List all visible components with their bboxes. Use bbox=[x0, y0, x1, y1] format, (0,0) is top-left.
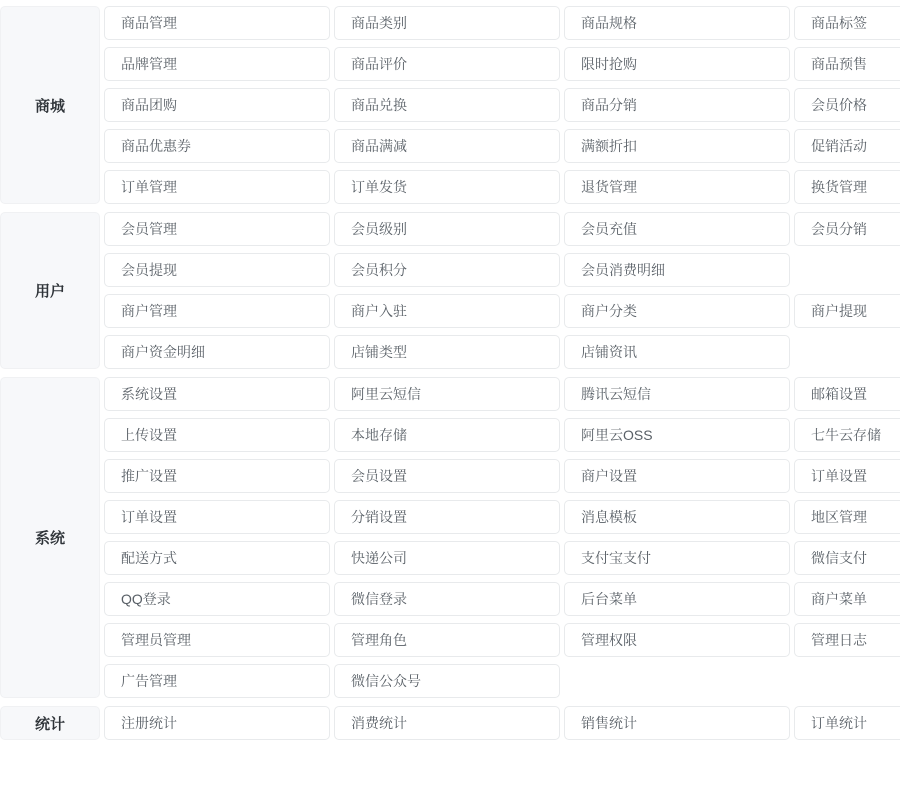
section-label-system: 系统 bbox=[0, 377, 100, 698]
menu-item-card[interactable]: 管理员管理 bbox=[104, 623, 330, 657]
menu-item-card[interactable]: 会员设置 bbox=[334, 459, 560, 493]
section-label-user: 用户 bbox=[0, 212, 100, 369]
menu-item-card[interactable]: 商品标签 bbox=[794, 6, 900, 40]
menu-item-card[interactable]: 推广设置 bbox=[104, 459, 330, 493]
menu-item-card[interactable]: 商户入驻 bbox=[334, 294, 560, 328]
menu-item-card[interactable]: 微信登录 bbox=[334, 582, 560, 616]
menu-item-card[interactable]: 快递公司 bbox=[334, 541, 560, 575]
menu-item-card[interactable]: 店铺资讯 bbox=[564, 335, 790, 369]
menu-item-card[interactable]: 品牌管理 bbox=[104, 47, 330, 81]
menu-item-card[interactable]: 促销活动 bbox=[794, 129, 900, 163]
menu-item-card[interactable]: 上传设置 bbox=[104, 418, 330, 452]
menu-item-card[interactable]: 会员级别 bbox=[334, 212, 560, 246]
menu-item-card[interactable]: 商户设置 bbox=[564, 459, 790, 493]
menu-item-card[interactable]: 配送方式 bbox=[104, 541, 330, 575]
section-rows-user bbox=[104, 212, 900, 369]
menu-item-card[interactable]: 限时抢购 bbox=[564, 47, 790, 81]
section-mall bbox=[0, 6, 900, 204]
menu-item-card[interactable]: 商户提现 bbox=[794, 294, 900, 328]
menu-item-card[interactable]: 商品类别 bbox=[334, 6, 560, 40]
menu-row bbox=[104, 459, 900, 493]
menu-row bbox=[104, 335, 900, 369]
menu-item-card[interactable]: 阿里云OSS bbox=[564, 418, 790, 452]
menu-row bbox=[104, 129, 900, 163]
menu-row bbox=[104, 47, 900, 81]
menu-item-card[interactable]: 会员消费明细 bbox=[564, 253, 790, 287]
menu-item-card[interactable]: 七牛云存储 bbox=[794, 418, 900, 452]
menu-row bbox=[104, 706, 900, 740]
menu-item-card[interactable]: 微信公众号 bbox=[334, 664, 560, 698]
menu-item-card[interactable]: 商品团购 bbox=[104, 88, 330, 122]
menu-item-card[interactable]: 会员分销 bbox=[794, 212, 900, 246]
section-rows-stats bbox=[104, 706, 900, 740]
menu-item-card[interactable]: 地区管理 bbox=[794, 500, 900, 534]
menu-item-card[interactable]: 本地存储 bbox=[334, 418, 560, 452]
menu-item-card[interactable]: 消费统计 bbox=[334, 706, 560, 740]
menu-item-card[interactable]: 订单设置 bbox=[794, 459, 900, 493]
menu-row bbox=[104, 294, 900, 328]
menu-item-card[interactable]: 会员积分 bbox=[334, 253, 560, 287]
menu-item-card[interactable]: 后台菜单 bbox=[564, 582, 790, 616]
menu-item-card[interactable]: 腾讯云短信 bbox=[564, 377, 790, 411]
menu-item-card[interactable]: 商品预售 bbox=[794, 47, 900, 81]
menu-item-card[interactable]: 退货管理 bbox=[564, 170, 790, 204]
menu-item-card[interactable]: 商品满减 bbox=[334, 129, 560, 163]
section-stats bbox=[0, 706, 900, 740]
menu-item-card[interactable]: 阿里云短信 bbox=[334, 377, 560, 411]
menu-row bbox=[104, 88, 900, 122]
menu-item-card[interactable]: 管理权限 bbox=[564, 623, 790, 657]
menu-row bbox=[104, 418, 900, 452]
section-rows-system bbox=[104, 377, 900, 698]
menu-item-card[interactable]: 商品评价 bbox=[334, 47, 560, 81]
menu-item-card[interactable]: 广告管理 bbox=[104, 664, 330, 698]
menu-item-card[interactable]: 订单统计 bbox=[794, 706, 900, 740]
menu-item-card[interactable]: 商品规格 bbox=[564, 6, 790, 40]
menu-row bbox=[104, 541, 900, 575]
section-user bbox=[0, 212, 900, 369]
menu-item-card[interactable]: 消息模板 bbox=[564, 500, 790, 534]
menu-row bbox=[104, 212, 900, 246]
menu-row bbox=[104, 500, 900, 534]
menu-item-card[interactable]: QQ登录 bbox=[104, 582, 330, 616]
menu-item-card[interactable]: 订单管理 bbox=[104, 170, 330, 204]
menu-item-card[interactable]: 会员价格 bbox=[794, 88, 900, 122]
menu-item-card[interactable]: 会员提现 bbox=[104, 253, 330, 287]
menu-item-card[interactable]: 商户分类 bbox=[564, 294, 790, 328]
menu-item-card[interactable]: 订单发货 bbox=[334, 170, 560, 204]
menu-row bbox=[104, 377, 900, 411]
menu-row bbox=[104, 253, 900, 287]
menu-item-card[interactable]: 邮箱设置 bbox=[794, 377, 900, 411]
menu-item-card[interactable]: 注册统计 bbox=[104, 706, 330, 740]
menu-row bbox=[104, 623, 900, 657]
menu-item-card[interactable]: 微信支付 bbox=[794, 541, 900, 575]
menu-item-card[interactable]: 换货管理 bbox=[794, 170, 900, 204]
menu-item-card[interactable]: 支付宝支付 bbox=[564, 541, 790, 575]
menu-item-card[interactable]: 订单设置 bbox=[104, 500, 330, 534]
menu-item-card[interactable]: 分销设置 bbox=[334, 500, 560, 534]
menu-item-card[interactable]: 商品管理 bbox=[104, 6, 330, 40]
menu-item-card[interactable]: 商户资金明细 bbox=[104, 335, 330, 369]
menu-item-card[interactable]: 销售统计 bbox=[564, 706, 790, 740]
menu-item-card[interactable]: 商品分销 bbox=[564, 88, 790, 122]
section-system bbox=[0, 377, 900, 698]
menu-item-card[interactable]: 会员管理 bbox=[104, 212, 330, 246]
menu-item-card[interactable]: 会员充值 bbox=[564, 212, 790, 246]
menu-row bbox=[104, 170, 900, 204]
section-rows-mall bbox=[104, 6, 900, 204]
menu-row bbox=[104, 6, 900, 40]
menu-row bbox=[104, 582, 900, 616]
section-label-mall: 商城 bbox=[0, 6, 100, 204]
menu-item-card[interactable]: 商品优惠券 bbox=[104, 129, 330, 163]
menu-item-card[interactable]: 管理日志 bbox=[794, 623, 900, 657]
section-label-stats: 统计 bbox=[0, 706, 100, 740]
menu-row bbox=[104, 664, 900, 698]
menu-item-card[interactable]: 店铺类型 bbox=[334, 335, 560, 369]
menu-item-card[interactable]: 管理角色 bbox=[334, 623, 560, 657]
menu-item-card[interactable]: 商户管理 bbox=[104, 294, 330, 328]
menu-item-card[interactable]: 满额折扣 bbox=[564, 129, 790, 163]
menu-item-card[interactable]: 商户菜单 bbox=[794, 582, 900, 616]
menu-item-card[interactable]: 系统设置 bbox=[104, 377, 330, 411]
menu-item-card[interactable]: 商品兑换 bbox=[334, 88, 560, 122]
